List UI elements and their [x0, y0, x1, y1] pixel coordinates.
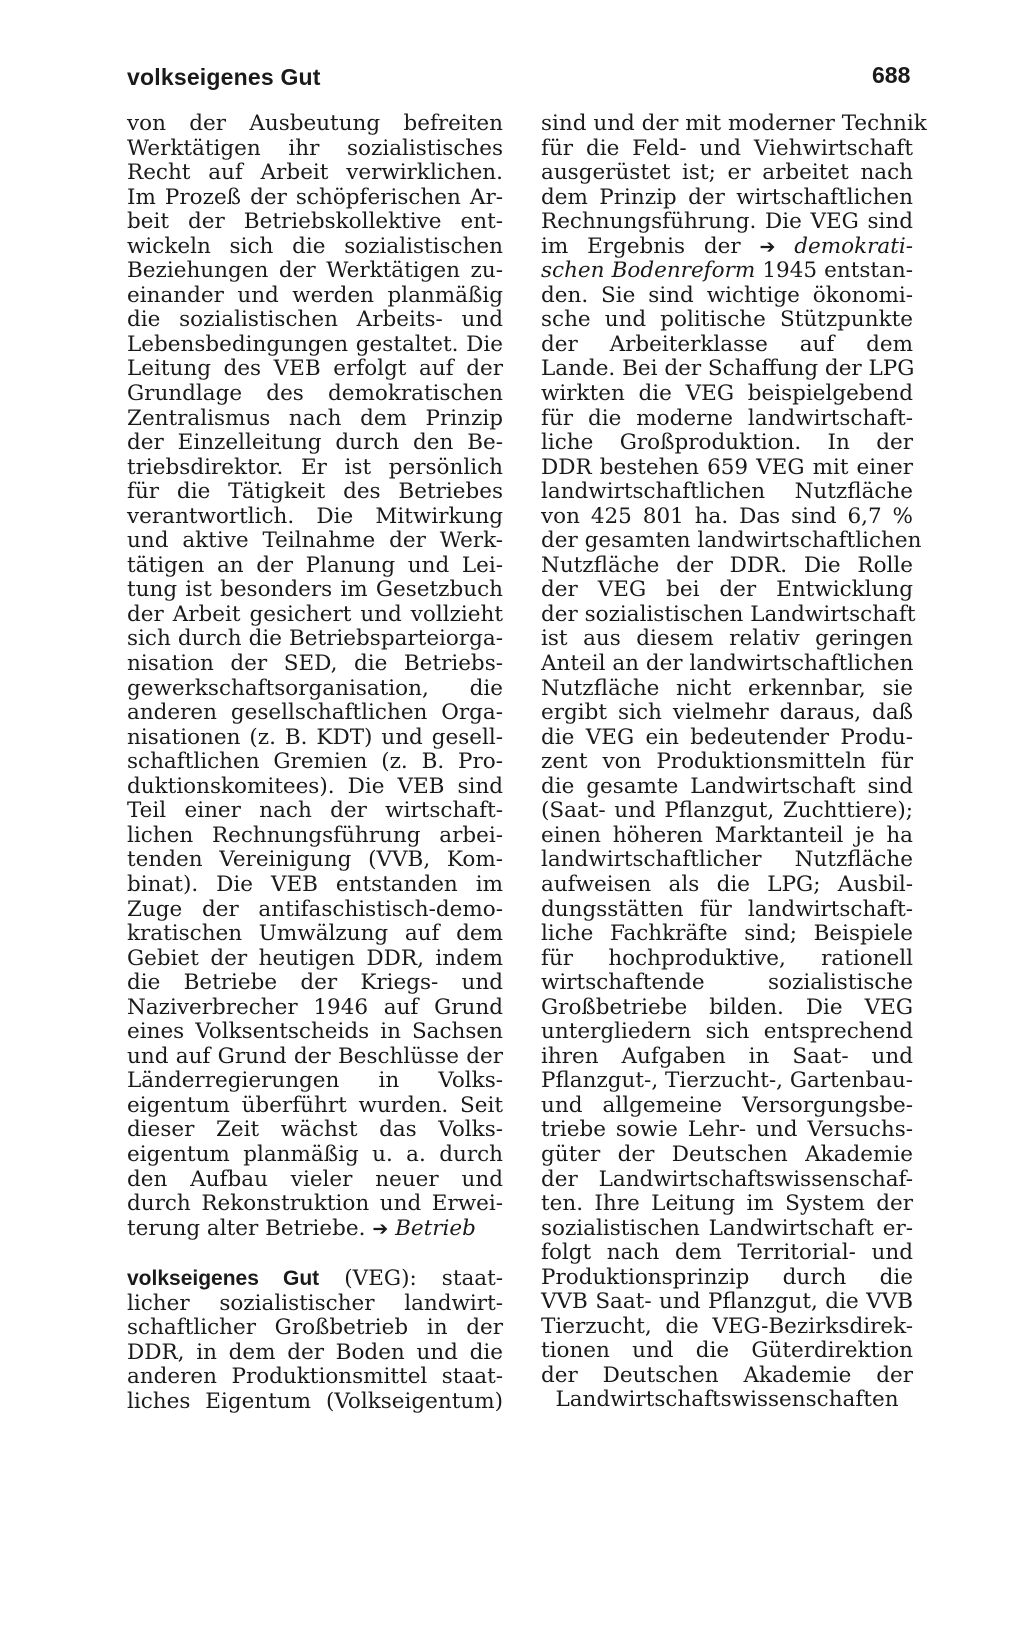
text-line: Lande. Bei der Schaffung der LPG: [541, 356, 915, 382]
entry-first-line-rest: (VEG): staat-: [344, 1266, 504, 1292]
entry-separator: [127, 1241, 503, 1267]
text-line: verantwortlich. Die Mitwirkung: [127, 503, 503, 529]
text-line: landwirtschaftlicher Nutzfläche: [541, 847, 913, 873]
text-line: Im Prozeß der schöpferischen Ar-: [127, 184, 503, 210]
text-line: der Deutschen Akademie der: [541, 1362, 913, 1388]
text-line: tionen und die Güterdirektion: [541, 1338, 913, 1364]
text-line: gewerkschaftsorganisation, die: [127, 675, 503, 701]
text-line: VVB Saat- und Pflanzgut, die VVB: [541, 1289, 913, 1315]
text-line: und allgemeine Versorgungsbe-: [541, 1092, 913, 1118]
left-column: [127, 112, 503, 1414]
text-line: Teil einer nach der wirtschaft-: [127, 798, 503, 824]
text-line: aufweisen als die LPG; Ausbil-: [541, 871, 913, 897]
page-number: 688: [872, 62, 911, 88]
text-line: sche und politische Stützpunkte: [541, 307, 913, 333]
entry-headword: volkseigenes Gut: [127, 1267, 320, 1291]
text-line: Werktätigen ihr sozialistisches: [127, 135, 503, 161]
running-head: volkseigenes Gut: [127, 64, 321, 90]
text-line: wirkten die VEG beispielgebend: [541, 381, 913, 407]
text-line: von der Ausbeutung befreiten: [127, 111, 503, 136]
text-line: Pflanzgut-, Tierzucht-, Gartenbau-: [541, 1068, 914, 1094]
text-line: kratischen Umwälzung auf dem: [127, 921, 503, 947]
text-line: DDR, in dem der Boden und die: [127, 1339, 503, 1365]
text-line: ergibt sich vielmehr daraus, daß: [541, 700, 913, 726]
text-line: Rechnungsführung. Die VEG sind: [541, 209, 913, 235]
text-line: die Betriebe der Kriegs- und: [127, 970, 503, 996]
text-line: eigentum überführt wurden. Seit: [127, 1092, 503, 1118]
text-line: anderen gesellschaftlichen Orga-: [127, 700, 503, 726]
text-line: Beziehungen der Werktätigen zu-: [127, 258, 503, 284]
entry-headword-line: [127, 1267, 503, 1292]
text-line: Lebensbedingungen gestaltet. Die: [127, 331, 503, 357]
text-line: die VEG ein bedeutender Produ-: [541, 724, 913, 750]
text-line: der VEG bei der Entwicklung: [541, 577, 913, 603]
text-line: die gesamte Landwirtschaft sind: [541, 773, 913, 799]
text-line: untergliedern sich entsprechend: [541, 1019, 913, 1045]
text-line: Recht auf Arbeit verwirklichen.: [127, 160, 503, 186]
text-line: güter der Deutschen Akademie: [541, 1141, 913, 1167]
text-line: Länderregierungen in Volks-: [127, 1068, 503, 1094]
text-line: binat). Die VEB entstanden im: [127, 871, 503, 897]
closing-line-text: terung alter Betriebe.: [127, 1215, 366, 1241]
text-line: nisation der SED, die Betriebs-: [127, 651, 503, 677]
text-line-with-reference: [541, 259, 913, 284]
text-line: licher sozialistischer landwirt-: [127, 1290, 503, 1316]
text-line: Grundlage des demokratischen: [127, 381, 503, 407]
text-line: ausgerüstet ist; er arbeitet nach: [541, 160, 913, 186]
text-line: den. Sie sind wichtige ökonomi-: [541, 282, 913, 308]
text-line: eines Volksentscheids in Sachsen: [127, 1019, 503, 1045]
text-line: einander und werden planmäßig: [127, 282, 503, 308]
text-line: der Arbeiterklasse auf dem: [541, 331, 913, 357]
text-line: Anteil an der landwirtschaftlichen: [541, 651, 914, 677]
ref-line-rest: 1945 entstan-: [762, 258, 913, 284]
text-line: zent von Produktionsmitteln für: [541, 749, 913, 775]
text-line: Nutzfläche der DDR. Die Rolle: [541, 552, 913, 578]
text-line: die sozialistischen Arbeits- und: [127, 307, 503, 333]
text-line: der Arbeit gesichert und vollzieht: [127, 601, 503, 627]
text-line: wirtschaftende sozialistische: [541, 970, 913, 996]
text-line: Gebiet der heutigen DDR, indem: [127, 945, 503, 971]
text-line: sind und der mit moderner Technik: [541, 111, 927, 136]
text-line: für hochproduktive, rationell: [541, 945, 913, 971]
text-line: und auf Grund der Beschlüsse der: [127, 1043, 503, 1069]
text-line: ihren Aufgaben in Saat- und: [541, 1043, 913, 1069]
text-line: eigentum planmäßig u. a. durch: [127, 1141, 503, 1167]
text-line: für die Feld- und Viehwirtschaft: [541, 135, 913, 161]
text-line: der gesamten landwirtschaftlichen: [541, 528, 922, 554]
cross-reference-link[interactable]: Betrieb: [395, 1215, 476, 1241]
text-line: liches Eigentum (Volkseigentum): [127, 1388, 503, 1414]
text-line: triebe sowie Lehr- und Versuchs-: [541, 1117, 913, 1143]
text-line: Tierzucht, die VEG-Bezirksdirek-: [541, 1313, 913, 1339]
text-line: dieser Zeit wächst das Volks-: [127, 1117, 503, 1143]
text-line: tenden Vereinigung (VVB, Kom-: [127, 847, 503, 873]
text-line: duktionskomitees). Die VEB sind: [127, 773, 503, 799]
text-line: beit der Betriebskollektive ent-: [127, 209, 503, 235]
text-line-with-reference: [127, 1217, 503, 1242]
text-line: Naziverbrecher 1946 auf Grund: [127, 994, 503, 1020]
text-line: DDR bestehen 659 VEG mit einer: [541, 454, 913, 480]
text-line: sozialistischen Landwirtschaft er-: [541, 1215, 913, 1241]
text-line: einen höheren Marktanteil je ha: [541, 822, 913, 848]
text-line: lichen Rechnungsführung arbei-: [127, 822, 503, 848]
text-line: den Aufbau vieler neuer und: [127, 1166, 503, 1192]
text-line: dungsstätten für landwirtschaft-: [541, 896, 913, 922]
text-line: der Einzelleitung durch den Be-: [127, 430, 503, 456]
text-line: Zuge der antifaschistisch-demo-: [127, 896, 503, 922]
text-line: sich durch die Betriebsparteiorga-: [127, 626, 503, 652]
cross-reference-arrow-icon: ➔: [759, 235, 776, 258]
text-line: und aktive Teilnahme der Werk-: [127, 528, 503, 554]
text-line: liche Großproduktion. In der: [541, 430, 913, 456]
text-line: triebsdirektor. Er ist persönlich: [127, 454, 503, 480]
text-line: von 425 801 ha. Das sind 6,7 %: [541, 503, 913, 529]
text-line: Nutzfläche nicht erkennbar, sie: [541, 675, 913, 701]
text-line: der sozialistischen Landwirtschaft: [541, 601, 916, 627]
text-line: liche Fachkräfte sind; Beispiele: [541, 921, 913, 947]
right-column: [541, 111, 927, 1413]
text-line: anderen Produktionsmittel staat-: [127, 1364, 503, 1390]
text-line: Zentralismus nach dem Prinzip: [127, 405, 503, 431]
text-line: ten. Ihre Leitung im System der: [541, 1191, 913, 1217]
text-line: (Saat- und Pflanzgut, Zuchttiere);: [541, 798, 913, 824]
text-line: landwirtschaftlichen Nutzfläche: [541, 479, 913, 505]
text-line: schaftlicher Großbetrieb in der: [127, 1315, 503, 1341]
text-line-final: Landwirtschaftswissenschaften: [555, 1387, 899, 1413]
cross-reference-link[interactable]: schen Bodenreform: [541, 258, 756, 284]
text-line: der Landwirtschaftswissenschaf-: [541, 1166, 913, 1192]
text-line: schaftlichen Gremien (z. B. Pro-: [127, 749, 503, 775]
text-line: für die Tätigkeit des Betriebes: [127, 479, 503, 505]
text-line: folgt nach dem Territorial- und: [541, 1240, 913, 1266]
cross-reference-arrow-icon: ➔: [372, 1217, 389, 1240]
text-line: nisationen (z. B. KDT) und gesell-: [127, 724, 503, 750]
text-line-with-reference: [541, 235, 913, 260]
text-line: dem Prinzip der wirtschaftlichen: [541, 184, 913, 210]
text-line: ist aus diesem relativ geringen: [541, 626, 913, 652]
text-line: tätigen an der Planung und Lei-: [127, 552, 503, 578]
cross-reference-link[interactable]: demokrati-: [794, 233, 913, 259]
ref-line-start: im Ergebnis der: [541, 233, 741, 259]
text-line: Leitung des VEB erfolgt auf der: [127, 356, 503, 382]
text-line: tung ist besonders im Gesetzbuch: [127, 577, 503, 603]
text-line: Produktionsprinzip durch die: [541, 1264, 913, 1290]
text-line: durch Rekonstruktion und Erwei-: [127, 1191, 503, 1217]
text-line: wickeln sich die sozialistischen: [127, 233, 503, 259]
text-line: Großbetriebe bilden. Die VEG: [541, 994, 913, 1020]
text-line: für die moderne landwirtschaft-: [541, 405, 913, 431]
